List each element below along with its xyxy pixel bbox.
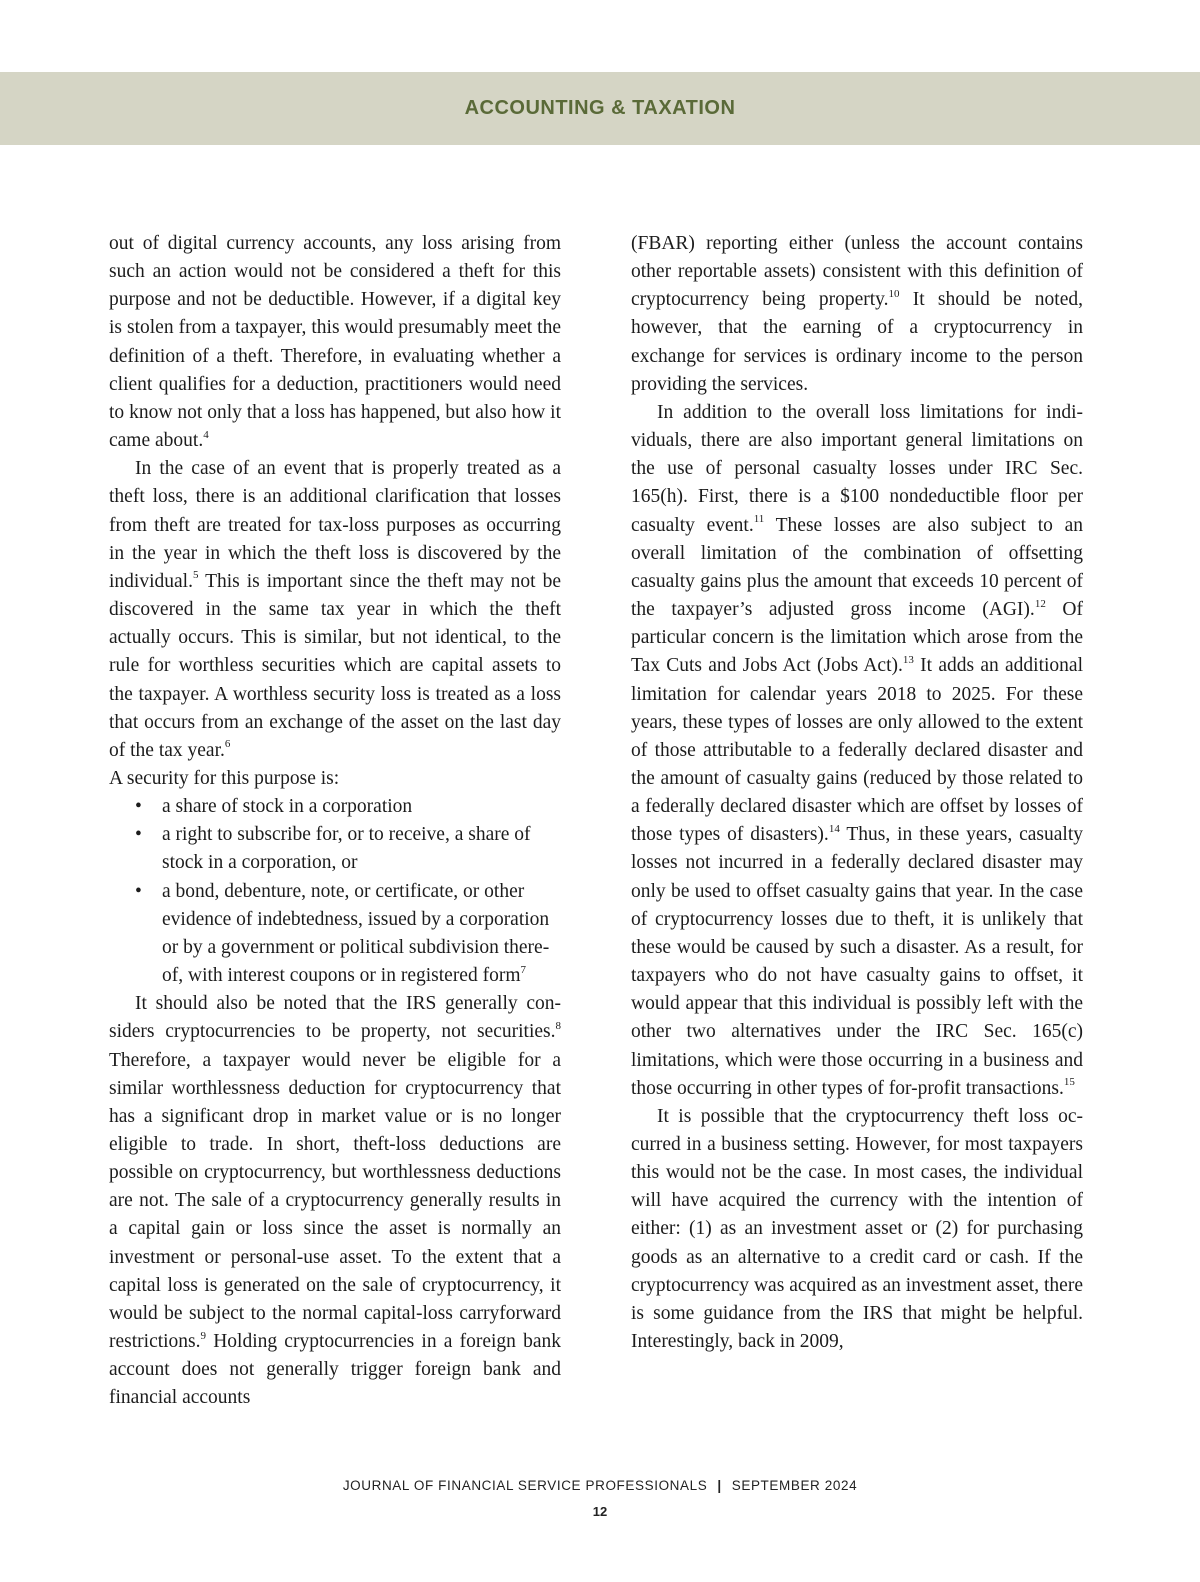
bullet-icon: • — [135, 880, 142, 902]
list-item-text: a share of stock in a corporation — [162, 796, 413, 818]
journal-name: JOURNAL OF FINANCIAL SERVICE PROFESSIONALS — [342, 1478, 708, 1493]
right-column — [631, 230, 1083, 1356]
paragraph-text: Of particular concern is the limitation which arose from the Tax Cuts and Jobs Act (Jobs Act). — [631, 599, 1083, 677]
footnote-ref: 15 — [1063, 1076, 1075, 1089]
list-item — [109, 878, 561, 991]
footnote-ref: 8 — [555, 1019, 561, 1032]
paragraph-text: out of digital currency accounts, any loss arising from such an action would not be considered a theft for this purpose and not be deductible. However, if a digital key is stolen from a taxpayer, this would presumably meet the definition of a theft. Therefore, in evaluating whether a client qualifies for a deduction, practitioners would need to know not only that a loss has happened, but also how it came about. — [109, 233, 561, 452]
paragraph — [109, 230, 561, 455]
paragraph — [631, 399, 1083, 1103]
list-item-text: a right to subscribe for, or to receive, a share of stock in a corporation, or — [162, 824, 531, 874]
issue-date: SEPTEMBER 2024 — [731, 1478, 858, 1493]
footnote-ref: 10 — [888, 287, 900, 300]
list-item-text: a bond, debenture, note, or certificate, or other evidence of indebtedness, issued by a corporation or by a government or political subdivision thereof, with interest coupons or in registered form — [162, 880, 550, 987]
footnote-ref: 6 — [224, 738, 231, 751]
paragraph: It is possible that the cryptocurrency theft loss occurred in a business setting. However, for most taxpayers this would not be the case. In most cases, the individual will have acquired the currency with the intention of either: (1) as an investment asset or (2) for purchasing goods as an alternative to a credit card or cash. If the cryptocurrency was acquired as an investment asset, there is some guidance from the IRS that might be helpful. Interestingly, back in 2009, — [631, 1105, 1083, 1353]
page-footer — [0, 1478, 1200, 1493]
section-title: ACCOUNTING & TAXATION — [464, 97, 736, 119]
paragraph-text: In the case of an event that is properly treated as a theft loss, there is an additional clarification that losses from theft are treated for tax-loss purposes as occurring in the year in which the theft loss is discovered by the individual. — [109, 458, 561, 592]
paragraph-text: It should be noted, however, that the earning of a cryptocurrency in exchange for services is ordinary income to the person providing the services. — [631, 289, 1083, 395]
paragraph-text: It should also be noted that the IRS generally considers cryptocurrencies to be property, not securities. — [109, 993, 561, 1043]
footnote-ref: 7 — [520, 963, 526, 976]
bullet-icon: • — [135, 796, 142, 818]
footnote-ref: 14 — [828, 822, 840, 835]
footnote-ref: 11 — [753, 513, 765, 526]
footer-separator: | — [717, 1478, 722, 1493]
footnote-ref: 9 — [200, 1329, 207, 1342]
paragraph-text: (FBAR) reporting either (unless the account contains other reportable assets) consistent with this definition of cryptocurrency being property. — [631, 233, 1083, 311]
footnote-ref: 4 — [203, 428, 209, 441]
paragraph-text: It adds an additional limitation for calendar years 2018 to 2025. For these years, these types of losses are only allowed to the extent of those attributable to a federally declared disaster and the amount of casualty gains (reduced by those related to a federally declared disaster which are offset by losses of those types of disasters). — [631, 655, 1083, 846]
paragraph-text: In addition to the overall loss limitations for individuals, there are also important general limitations on the use of personal casualty losses under IRC Sec. 165(h). First, there is a $100 nondeductible floor per casualty event. — [631, 401, 1083, 536]
paragraph — [109, 990, 561, 1412]
paragraph-text: Holding cryptocurrencies in a foreign bank account does not generally trigger foreign bank and financial accounts — [109, 1331, 561, 1409]
page-number: 12 — [592, 1504, 608, 1519]
paragraph-text: Therefore, a taxpayer would never be eligible for a similar worthlessness deduction for cryptocurrency that has a significant drop in market value or is no longer eligible to trade. In short, theft-loss deductions are possible on cryptocurrency, but worthlessness deductions are not. The sale of a cryptocurrency generally results in a capital gain or loss since the asset is normally an investment or personal-use asset. To the extent that a capital loss is generated on the sale of cryptocurrency, it would be subject to the normal capital-loss carryforward restrictions. — [109, 1049, 561, 1353]
list-item — [109, 793, 561, 821]
bullet-icon: • — [135, 824, 142, 846]
footnote-ref: 13 — [902, 653, 914, 666]
footnote-ref: 12 — [1034, 597, 1046, 610]
paragraph — [109, 455, 561, 765]
footnote-ref: 5 — [192, 569, 199, 582]
paragraph: A security for this purpose is: — [109, 767, 340, 789]
left-column — [109, 230, 561, 1413]
security-definition-list — [109, 793, 561, 990]
paragraph-text: These losses are also subject to an overall limitation of the combination of offsetting casualty gains plus the amount that exceeds 10 percent of the taxpayer’s adjusted gross income (AGI). — [631, 514, 1083, 621]
list-item — [109, 821, 561, 877]
paragraph — [631, 230, 1083, 399]
section-header-band — [0, 72, 1200, 145]
paragraph-text: Thus, in these years, casualty losses not incurred in a federally declared disaster may only be used to offset casualty gains that year. In the case of cryptocurrency losses due to theft, it is unlikely that these would be caused by such a disaster. As a result, for taxpayers who do not have casualty gains to offset, it would appear that this individual is possibly left with the other two alternatives under the IRC Sec. 165(c) limitations, which were those occurring in a business and those occurring in other types of for-profit transactions. — [631, 824, 1083, 1099]
paragraph-text: This is important since the theft may not be discovered in the same tax year in which the theft actually occurs. This is similar, but not identical, to the rule for worthless securities which are capital assets to the taxpayer. A worthless security loss is treated as a loss that occurs from an exchange of the asset on the last day of the tax year. — [109, 570, 561, 761]
